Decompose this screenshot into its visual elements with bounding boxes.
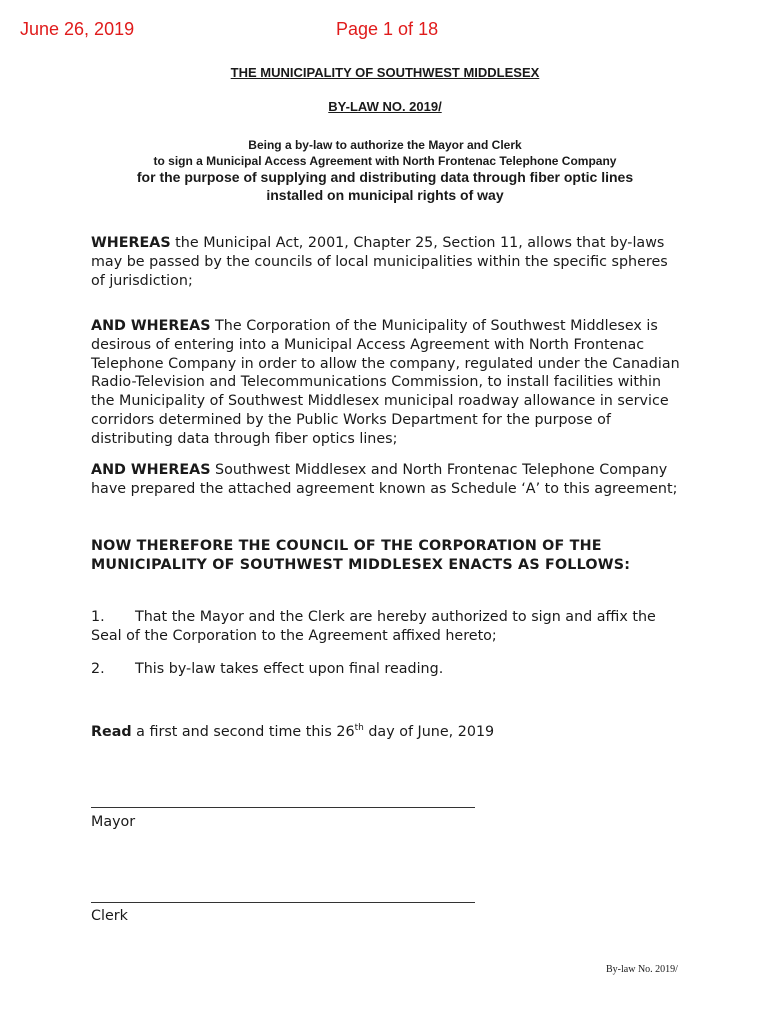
whereas-paragraph-3 <box>91 461 686 499</box>
clerk-signature-line <box>91 902 475 903</box>
whereas-text: the Municipal Act, 2001, Chapter 25, Section 11, allows that by-laws may be passed by the councils of local municipalities within the specific spheres of jurisdiction; <box>91 235 668 289</box>
read-lead: Read <box>91 723 132 740</box>
read-tail: day of June, 2019 <box>363 723 495 740</box>
and-whereas-text: Southwest Middlesex and North Frontenac Telephone Company have prepared the attached agreement known as Schedule ‘A’ to this agreement; <box>91 462 678 497</box>
read-text: a first and second time this 26 <box>131 723 355 740</box>
page-number: Page 1 of 18 <box>336 19 439 39</box>
item-text: This by-law takes effect upon final reading. <box>135 661 444 677</box>
subtitle-line-3: for the purpose of supplying and distributing data through fiber optic lines <box>136 169 634 185</box>
subtitle-line-2: to sign a Municipal Access Agreement with North Frontenac Telephone Company <box>153 154 617 168</box>
enact-item-1 <box>91 608 686 646</box>
page-footer: By-law No. 2019/ <box>606 964 678 975</box>
item-number: 2. <box>91 661 105 677</box>
mayor-label: Mayor <box>91 814 136 830</box>
whereas-paragraph-2 <box>91 317 686 449</box>
mayor-signature-line <box>91 807 475 808</box>
reading-statement <box>91 719 686 742</box>
and-whereas-lead: AND WHEREAS <box>91 318 211 334</box>
and-whereas-text: The Corporation of the Municipality of Southwest Middlesex is desirous of entering into a Municipal Access Agreement with North Frontenac Telephone Company in order to allow the company, regulated under the Canadian Radio-Television and Telecommunications Commission, to install facilities within the Municipality of Southwest Middlesex municipal roadway allowance in service corridors determined by the Public Works Department for the purpose of distributing data through fiber optics lines; <box>91 318 680 447</box>
and-whereas-lead: AND WHEREAS <box>91 462 211 478</box>
whereas-lead: WHEREAS <box>91 235 171 251</box>
read-superscript: th <box>354 723 364 733</box>
municipality-title: THE MUNICIPALITY OF SOUTHWEST MIDDLESEX <box>230 65 540 80</box>
clerk-label: Clerk <box>91 908 128 924</box>
bylaw-number: BY-LAW NO. 2019/ <box>328 99 442 114</box>
enact-item-2 <box>91 660 686 679</box>
subtitle-line-4: installed on municipal rights of way <box>266 187 504 203</box>
whereas-paragraph-1 <box>91 234 686 290</box>
enacts-clause: NOW THEREFORE THE COUNCIL OF THE CORPORATION OF THE MUNICIPALITY OF SOUTHWEST MIDDLESEX ENACTS AS FOLLOWS: <box>91 538 631 573</box>
document-date: June 26, 2019 <box>20 19 135 39</box>
item-text: That the Mayor and the Clerk are hereby authorized to sign and affix the Seal of the Corporation to the Agreement affixed hereto; <box>91 609 656 644</box>
item-number: 1. <box>91 609 105 625</box>
subtitle-line-1: Being a by-law to authorize the Mayor and Clerk <box>248 138 522 152</box>
